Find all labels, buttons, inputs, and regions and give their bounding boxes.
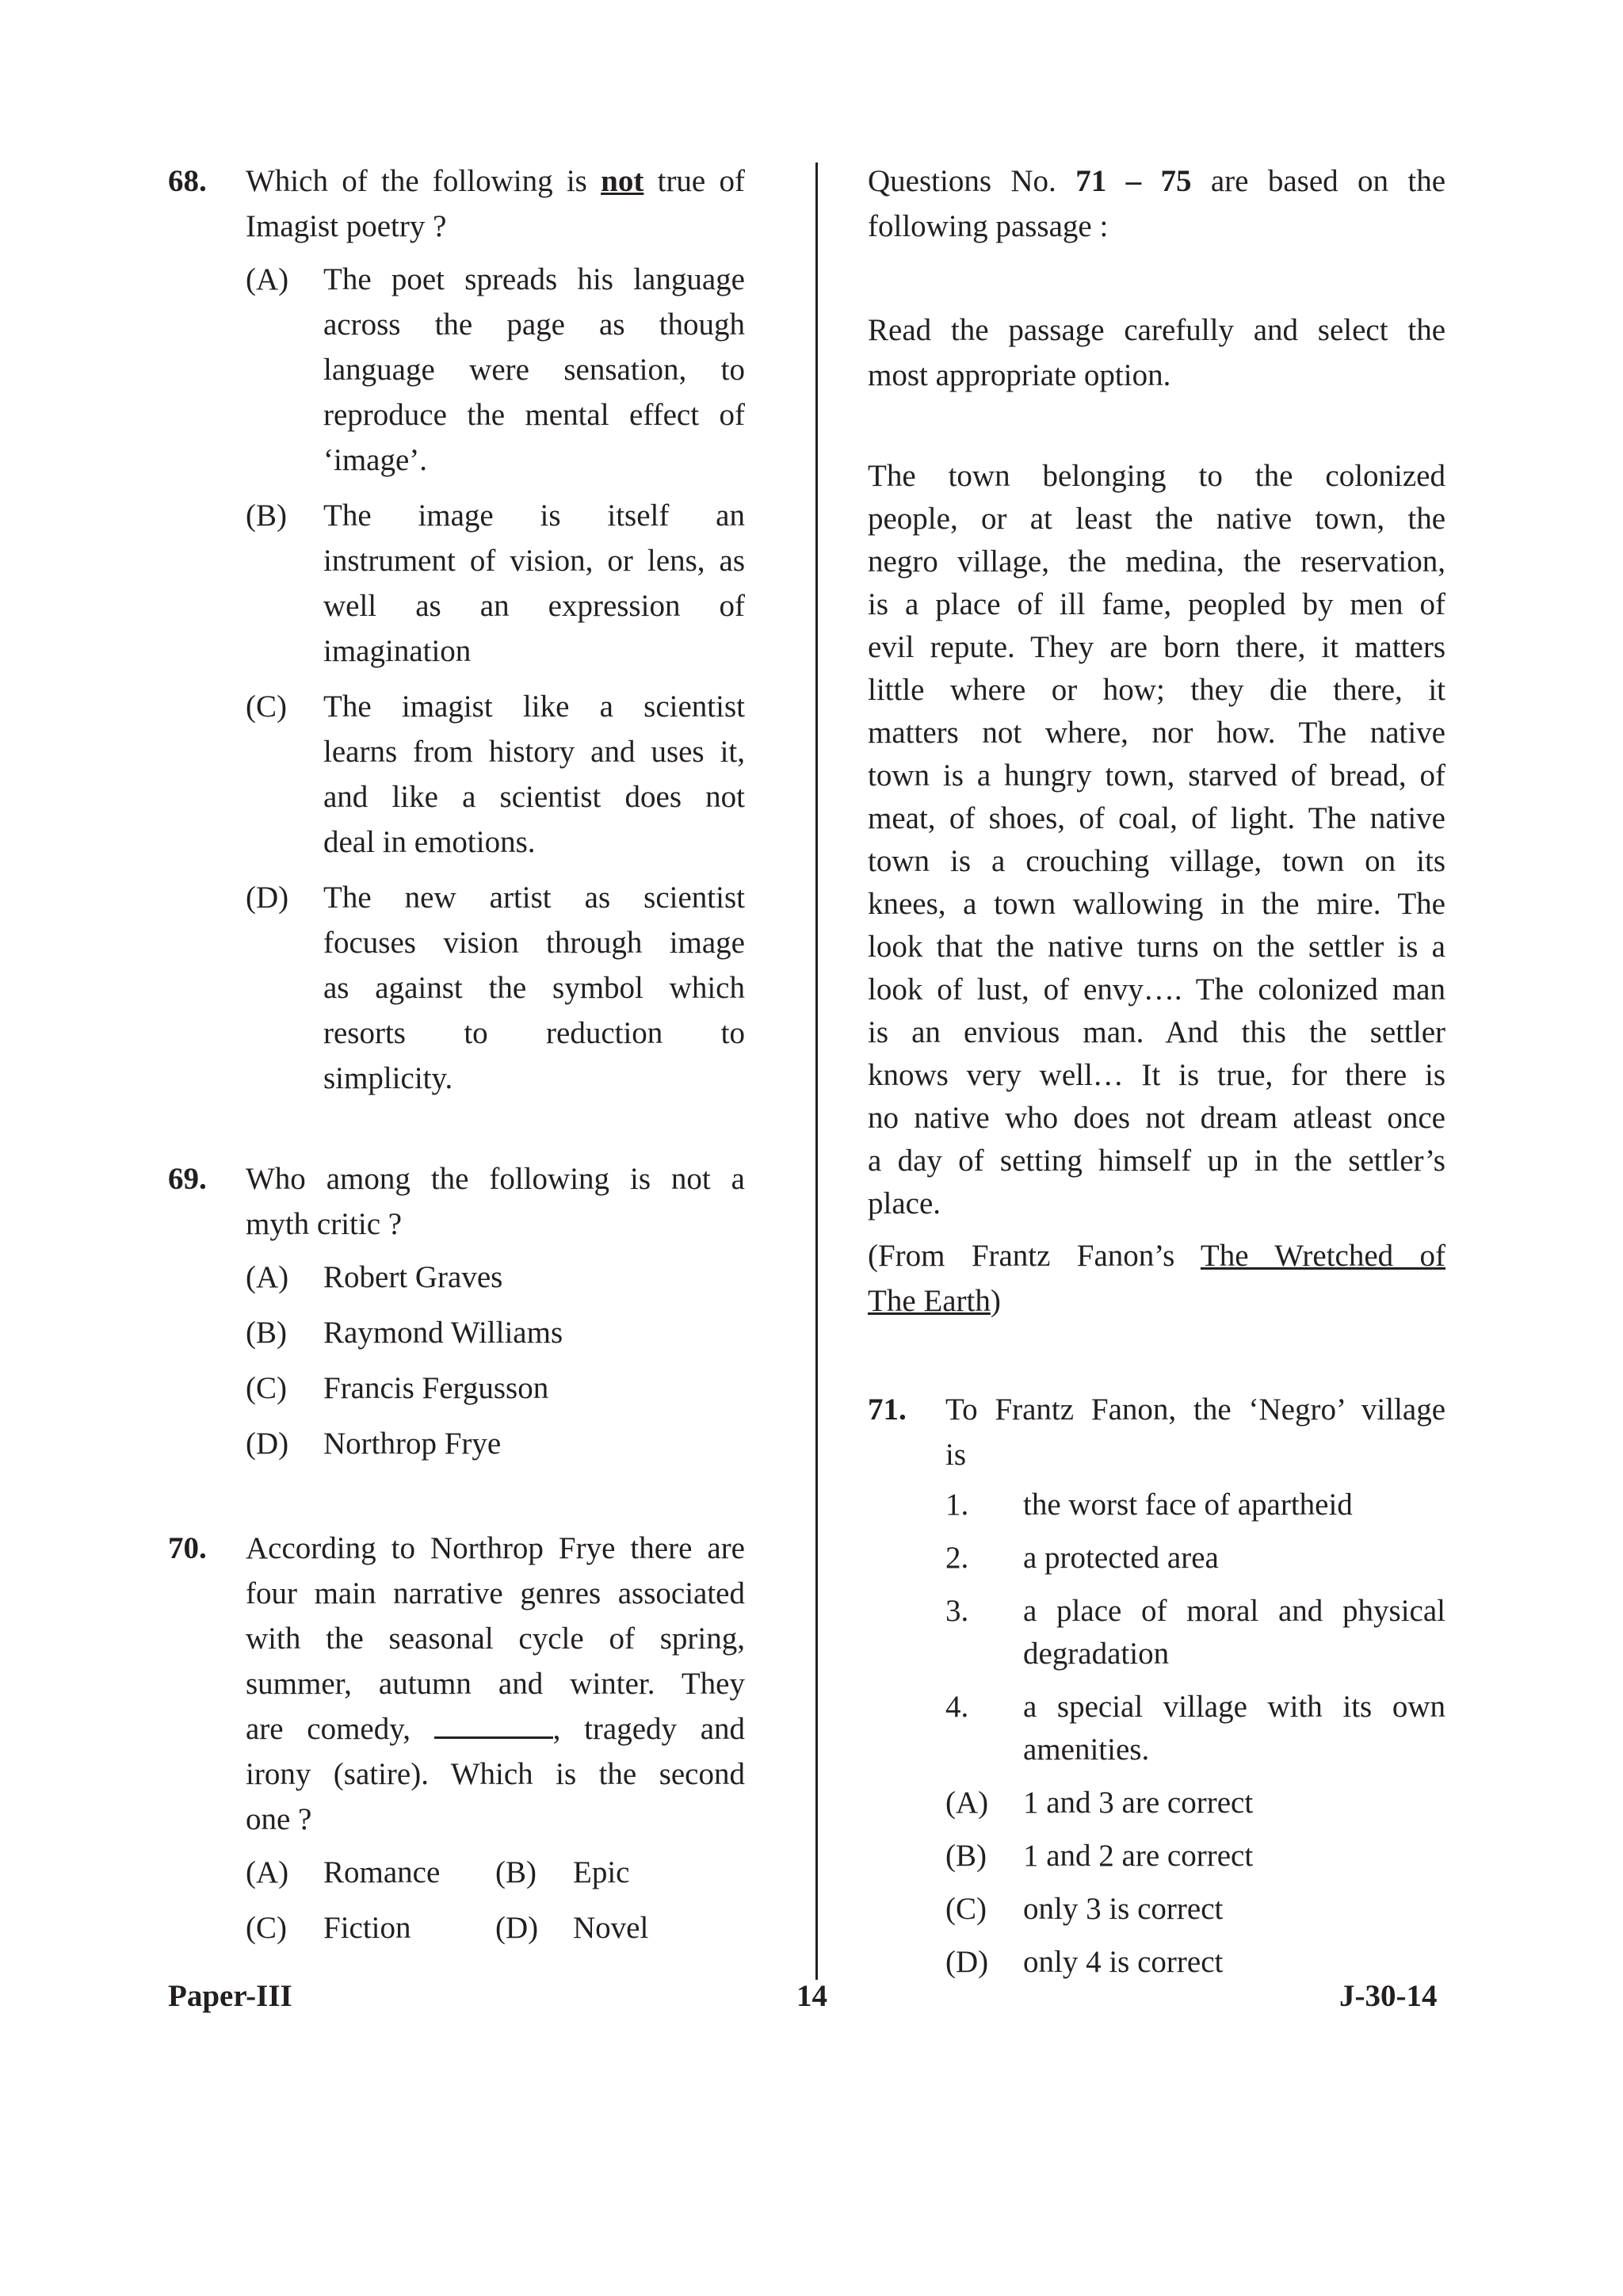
question-71: 71. To Frantz Fanon, the ‘Negro’ village is [868, 1387, 1445, 1477]
option-c[interactable]: (C) Fiction [246, 1911, 411, 1945]
option-a[interactable]: (A) The poet spreads his language across the page as though language were sensation, to reproduce the mental effect of ‘image’. [246, 262, 745, 477]
column-divider [815, 162, 818, 1980]
passage-source: (From Frantz Fanon’s The Wretched of The Earth) [868, 1239, 1445, 1318]
statement-item: 3. a place of moral and physical degradation [945, 1594, 1445, 1671]
option-c[interactable]: (C) The imagist like a scientist learns from history and uses it, and like a scientist does not deal in emotions. [246, 690, 745, 859]
option-d[interactable]: (D) only 4 is correct [945, 1945, 1224, 1979]
question-68 [168, 159, 745, 249]
options-70 [168, 1850, 745, 1950]
statement-item: 2. a protected area [945, 1541, 1219, 1575]
passage-intro: Questions No. 71 – 75 are based on the following passage : [868, 164, 1446, 243]
option-d[interactable]: (D) The new artist as scientist focuses vision through image as against the symbol which resorts to reduction to simplicity. [246, 881, 745, 1095]
option-a[interactable]: (A) Robert Graves [246, 1260, 503, 1294]
question-stem-line: Which of the following is not true of [246, 164, 746, 198]
passage-body: The town belonging to the colonized people, or at least the native town, the negro village, the medina, the reservation, is a place of ill fame, peopled by men of evil repute. They are born there, it matters little where or how; they die there, it matters not where, nor how. The native town is a hungry town, starved of bread, of meat, of shoes, of coal, of light. The native town is a crouching village, town on its knees, a town wallowing in the mire. The look that the native turns on the settler is a look of lust, of envy…. The colonized man is an envious man. And this the settler knows very well… It is true, for there is no native who does not dream atleast once a day of setting himself up in the settler’s place. [868, 459, 1445, 1221]
passage-instruction: Read the passage carefully and select the most appropriate option. [868, 313, 1445, 392]
question-70: 70. According to Northrop Frye there are four main narrative genres associated with the seasonal cycle of spring, summer, autumn and winter. They are comedy, , tragedy and irony (satire). Which is the second one ? [168, 1526, 745, 1842]
option-b[interactable]: (B) The image is itself an instrument of vision, or lens, as well as an expression of imagination [246, 499, 745, 668]
option-a[interactable]: (A) 1 and 3 are correct [945, 1786, 1254, 1820]
statements-71 [868, 1484, 1445, 1984]
option-c[interactable]: (C) only 3 is correct [945, 1892, 1224, 1926]
footer-page-number: 14 [796, 1979, 827, 2013]
question-number: 69. [168, 1162, 207, 1196]
book-title: The Earth [868, 1284, 991, 1318]
emphasis-not: not [601, 164, 644, 198]
left-column [168, 159, 745, 1961]
option-b[interactable]: (B) 1 and 2 are correct [945, 1839, 1254, 1873]
fill-in-blank [434, 1711, 553, 1739]
option-d[interactable]: (D) Novel [495, 1911, 649, 1945]
statement-item: 4. a special village with its own amenities. [945, 1690, 1445, 1767]
option-a[interactable]: (A) Romance [246, 1855, 441, 1889]
book-title: The Wretched of [1200, 1239, 1445, 1273]
question-number: 70. [168, 1531, 207, 1565]
footer-paper-code: J-30-14 [1339, 1979, 1438, 2013]
question-number: 68. [168, 164, 207, 198]
option-d[interactable]: (D) Northrop Frye [246, 1427, 502, 1461]
question-number: 71. [868, 1392, 907, 1427]
right-column [868, 159, 1445, 1994]
question-69: 69. Who among the following is not a myth critic ? [168, 1156, 745, 1247]
options-68 [168, 257, 745, 1101]
option-c[interactable]: (C) Francis Fergusson [246, 1371, 549, 1405]
question-stem-line: Imagist poetry ? [246, 209, 447, 243]
statement-item: 1. the worst face of apartheid [945, 1488, 1353, 1522]
option-b[interactable]: (B) Raymond Williams [246, 1316, 563, 1350]
options-69 [168, 1255, 745, 1466]
footer-paper-label: Paper-III [168, 1979, 292, 2013]
option-b[interactable]: (B) Epic [495, 1855, 630, 1889]
